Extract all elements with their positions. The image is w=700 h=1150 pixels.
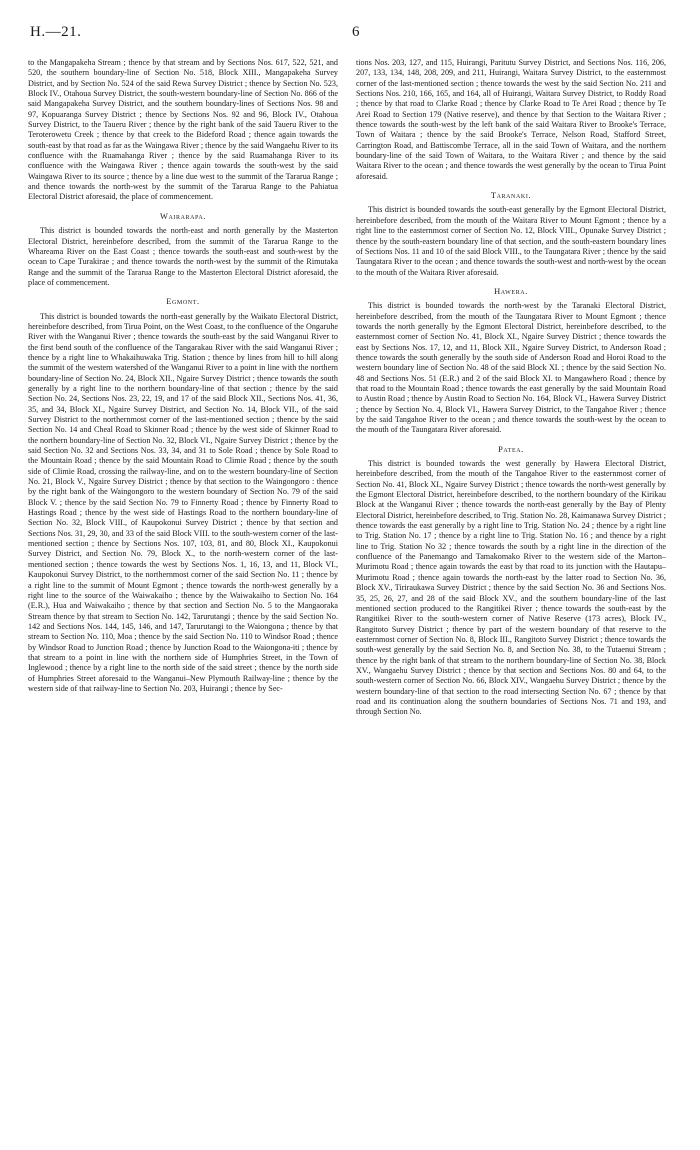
section-heading-taranaki: Taranaki. <box>490 191 532 201</box>
right-column <box>356 58 666 1128</box>
section-heading-patea: Patea. <box>498 444 524 454</box>
section-heading-hawera: Hawera. <box>494 286 528 296</box>
page-header <box>30 24 670 46</box>
section-text-taranaki: This district is bounded towards the south-east generally by the Egmont Electoral District, hereinbefore described, from the mouth of the Waitara River to Mount Egmont ; thence by a right line to the easternmost corner of Section No. 12, Block VIII., Opunake Survey District ; thence by the south-eastern boundary line of that section, and the south-eastern boundary lines of Sections Nos. 11 and 10 of the said Block VIII., to the Taungatara River ; thence by the said Taungatara River to the ocean ; and thence towards the south-west and north-west by the ocean to the mouth of the Waitara River aforesaid. <box>356 205 666 277</box>
section-text-wairarapa: This district is bounded towards the north-east and north generally by the Masterton Electoral District, hereinbefore described, from the summit of the Tararua Range to the Whareama River on the East Coast ; thence towards the south-east and south-west by the ocean to Cape Turakirae ; and thence towards the north-west by the summit of the Rimutaka Range and the summit of the Tararua Range to the Masterton Electoral District aforesaid, the place of commencement. <box>28 226 338 287</box>
document-reference: H.—21. <box>30 24 82 40</box>
section-heading-egmont: Egmont. <box>166 297 200 307</box>
continuation-paragraph: tions Nos. 203, 127, and 115, Huirangi, Paritutu Survey District, and Sections Nos. 116, 206, 207, 133, 134, 148, 208, 209, and 211, Huirangi, Waitara Survey District, to the easternmost corner of the last-mentioned section ; thence towards the west by the said Section No. 211 and Sections Nos. 210, 166, 165, and 164, all of Huirangi, Waitara Survey District, to Roddy Road ; thence by that road to Clarke Road ; thence by Clarke Road to Te Arei Road ; thence by Te Arei Road to Section 179 (Native reserve), and thence by that Section to the Waitara River ; thence towards the south-west by the left bank of the said Waitara River to Brooke's Terrace, Town of Waitara ; thence by the said Brooke's Terrace, Nelson Road, Stafford Street, Carrington Road, and Battiscombe Terrace, all in the said Town of Waitara, and the northern boundary-line of the said Town of Waitara, to the Waitara River ; and thence by the said Waitara River to the ocean ; and thence towards the west generally by the ocean to Tirua Point aforesaid. <box>356 58 666 181</box>
page-number: 6 <box>352 24 360 40</box>
section-text-egmont: This district is bounded towards the north-east generally by the Waikato Electoral District, hereinbefore described, from Tirua Point, on the West Coast, to the confluence of the Ongaruhe River with the Wanganui River ; thence towards the south-east by the said Wanganui River to the first bend south of the confluence of the Tangarakau River with the said Wanganui River ; thence by a right line to Whakaihuwaka Trig. Station ; thence by lines from hill to hill along the summit of the western watershed of the Wanganui River to a point in line with the northern boundary-line of Section No. 24, Block XII., Ngaire Survey District ; thence towards the south generally by a right line to the northern boundary-line of that section ; thence by the said Section No. 24, Sections Nos. 23, 22, 19, and 17 of the said Block XII., Sections Nos. 41, 36, 35, and 34, Block XI., Ngaire Survey District, and Section No. 14, Block VII., of the said Survey District to the northernmost corner of the last-mentioned section ; thence by the said Section No. 14 and Cheal Road to Skinner Road ; thence by the west side of Skinner Road to the northern boundary-line of Section No. 32, Block VI., Ngaire Survey District ; thence by the said Section No. 32 and Sections Nos. 33, 34, and 31 to Sole Road ; thence by Sole Road to the Mountain Road ; thence by the said Mountain Road to Climie Road ; thence by the south side of Climie Road, crossing the railway-line, and on to the western boundary-line of Section No. 21, Block V., Ngaire Survey District ; thence by that section to the Waingongoro : thence by the right bank of the Waingongoro to the western boundary of Section No. 79 of the said Block V. ; thence by the said Section No. 79 to Finnerty Road ; thence by Finnerty Road to Hastings Road ; thence by the west side of Hastings Road to the northern boundary-line of Section No. 32, Block VIII., of Kaupokonui Survey District ; thence by that section and Sections Nos. 31, 29, 30, and 33 of the said Block VIII. to the south-western corner of the last-mentioned section ; thence by Sections Nos. 107, 103, 81, and 80, Block XI., Kaupokonui Survey District, and Section No. 79, Block X., to the north-western corner of the last-mentioned section ; thence towards the west by Sections Nos. 1, 16, 13, and 11, Block VI., Kaupokonui Survey District, to the northernmost corner of the said Section No. 11 ; thence by a right line to the summit of Mount Egmont ; thence towards the north-west generally by a right line to the source of the Waiwakaiho ; thence by the Waiwakaiho to Section No. 164 (E.R.), Hua and Waiwakaiho ; thence by that section and Section No. 5 to the Mangaoraka Stream thence by that stream to Section No. 142, Tarurutangi ; thence by the said Section No. 142 and Sections Nos. 144, 145, 146, and 147, Tarurutangi to the Waiongona ; thence by that stream to Section No. 110, Moa ; thence by the said Section No. 110 to Windsor Road ; thence by Windsor Road to Junction Road ; thence by Junction Road to the Waiongona-iti ; thence by that stream to a point in line with the northern side of Humphries Street, in the Town of Inglewood ; thence by a right line to the north side of the said street ; thence by the north side of Humphries Street aforesaid to the Wanganui–New Plymouth Railway-line ; thence by the western side of that railway-line to Section No. 203, Huirangi ; thence by Sec- <box>28 311 338 693</box>
section-text-patea: This district is bounded towards the west generally by Hawera Electoral District, hereinbefore described, from the mouth of the Tangahoe River to the easternmost corner of Section No. 41, Block XI., Ngaire Survey District ; thence towards the north-west generally by the Egmont Electoral District, hereinbefore described, to the northern boundary of the Kirikau Block at the Wanganui River ; thence towards the north-east generally by the Bay of Plenty Electoral District, hereinbefore described, to Trig. Station No. 28, Kaimanawa Survey District ; thence towards the east generally by a right line to Trig. Station No. 24 ; thence by a right line to Trig. Station No. 17 ; thence by a right line to Trig. Station No. 16 ; and thence by a right line to Trig. Station No 32 ; thence towards the south by a right line in the direction of the confluence of the Panemango and Tamakomako River to the western side of the Marton–Murimotu Road ; thence again towards the east by that road to its junction with the Hautapu–Murimotu Road ; thence again towards the north-east by the latter road to Section No. 36, Block XV., Tiriraukawa Survey District ; thence by the said Section No. 36 and Sections Nos. 35, 25, 26, 27, and 28 of the said Block XV., and the southern boundary-line of the last mentioned section produced to the Rangitikei River ; thence towards the south-east by the Rangitikei River to the south-western corner of Native Reserve (173 acres), Block IV., Rangitoto Survey District ; thence by part of the western boundary of that reserve to the easternmost corner of Section No. 8, Block III., Rangitoto Survey District ; thence towards the south-west generally by the said Section No. 8, and Section No. 38, to the Tutaenui Stream ; thence by the right bank of that stream to the northern boundary-line of Section No. 38, Block XV., Wangaehu Survey District ; thence by that section and Sections Nos. 80 and 64, to the south-western corner of Section No. 66, Block XIV., Wangaehu Survey District ; thence by the western boundary-line of that section to the road intersecting Section No. 67 ; thence by that road and its continuation along the southern boundaries of Sections Nos. 71 and 193, and through Section No. <box>356 459 666 717</box>
section-heading-wairarapa: Wairarapa. <box>159 211 207 221</box>
continuation-paragraph: to the Mangapakeha Stream ; thence by that stream and by Sections Nos. 617, 522, 521, and 520, the southern boundary-line of Section No. 518, Block XIII., Mangapakeha Survey District, and by Section No. 524 of the said Rewa Survey District ; thence by Section No. 523, Block IV., Otahoua Survey District, the south-western boundary-line of Section No. 866 of the said Mangapakeha Survey District, and the southern boundary-lines of Sections Nos. 98 and 97, Kopuaranga Survey District ; thence by Sections Nos. 92 and 96, Block IV., Otahoua Survey District, to the Taueru River ; thence by the right bank of the said Taueru River to the Teroterowetu Creek ; thence by that creek to the Bideford Road ; thence again towards the south-east by that road as far as the Waingawa River ; thence by the said Wangaehu River to its confluence with the Ruamahanga River ; thence by the said Ruamahanga River to its confluence with the Waingawa River ; thence again towards the south-west by the said Waingawa River to its source ; thence by a line due west to the summit of the Tararua Range ; and thence towards the north-west by the summit of the Tararua Range to the Pahiatua Electoral District aforesaid, the place of commencement. <box>28 58 338 202</box>
left-column <box>28 58 338 1128</box>
section-text-hawera: This district is bounded towards the north-west by the Taranaki Electoral District, hereinbefore described, from the mouth of the Taungatara River to Mount Egmont ; thence towards the north generally by the Egmont Electoral District, hereinbefore described, to the easternmost corner of Section No. 41, Block XI., Ngaire Survey District ; thence towards the east by Sections Nos. 17, 12, and 11, Block XII., Ngaire Survey District, to Anderson Road ; thence towards the south generally by the south side of Anderson Road and Horoi Road to the western boundary line of Section No. 48 of the said Block XI. ; thence by the said Section No. 48 and Sections Nos. 51 (E.R.) and 2 of the said Block XI. to Mangawhero Road ; thence by that road to the Mountain Road ; thence towards the east generally by the said Mountain Road to Austin Road ; thence by Austin Road to Section No. 164, Block VI., Hawera Survey District ; thence by Section No. 4, Block VI., Hawera Survey District, to the Tangahoe River ; thence by the said Tangahoe River to the ocean ; and thence towards the south-west by the ocean to the mouth of the Taungatara River aforesaid. <box>356 301 666 435</box>
